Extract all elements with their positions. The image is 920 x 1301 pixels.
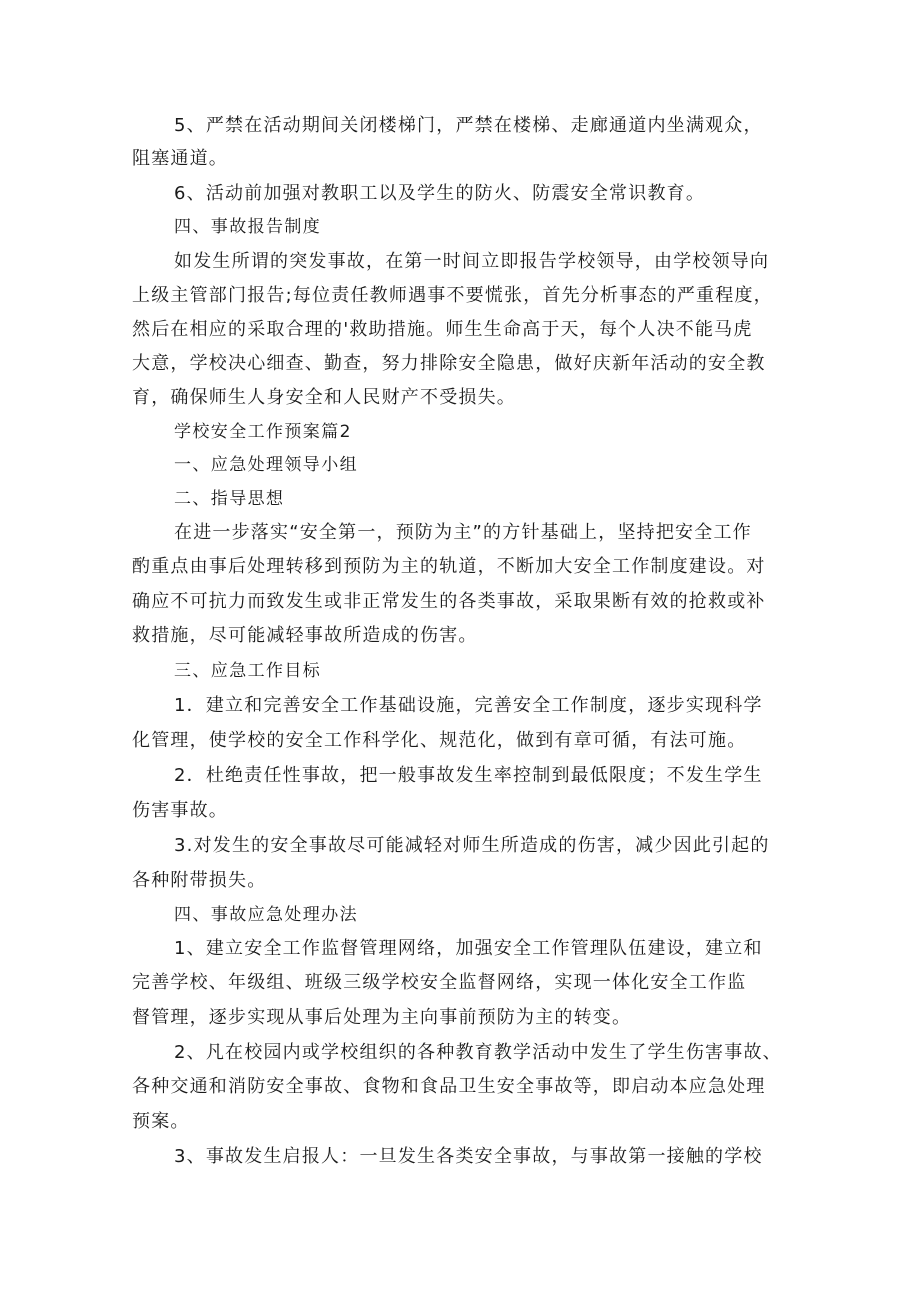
text-line: 阻塞通道。 bbox=[132, 148, 228, 169]
text-line: 确应不可抗力而致发生或非正常发生的各类事故，采取果断有效的抢救或补 bbox=[132, 591, 766, 612]
text-line: 上级主管部门报告;每位责任教师遇事不要慌张，首先分析事态的严重程度， bbox=[132, 285, 773, 306]
text-line: 6、活动前加强对教职工以及学生的防火、防震安全常识教育。 bbox=[174, 183, 706, 204]
text-line: 育，确保师生人身安全和人民财产不受损失。 bbox=[132, 387, 516, 408]
text-line: 3、事故发生启报人：一旦发生各类安全事故，与事故第一接触的学校 bbox=[174, 1146, 763, 1167]
text-line: 完善学校、年级组、班级三级学校安全监督网络，实现一体化安全工作监 bbox=[132, 972, 747, 993]
text-line: 督管理，逐步实现从事后处理为主向事前预防为主的转变。 bbox=[132, 1007, 632, 1028]
text-line: 2．杜绝责任性事故，把一般事故发生率控制到最低限度；不发生学生 bbox=[174, 765, 763, 786]
text-line: 化管理，使学校的安全工作科学化、规范化，做到有章可循，有法可施。 bbox=[132, 730, 747, 751]
text-line: 救措施，尽可能减轻事故所造成的伤害。 bbox=[132, 625, 478, 646]
text-line: 在进一步落实“安全第一，预防为主”的方针基础上，坚持把安全工作 bbox=[174, 522, 752, 543]
section-heading: 二、指导思想 bbox=[174, 489, 285, 509]
text-line: 2、凡在校园内或学校组织的各种教育教学活动中发生了学生伤害事故、 bbox=[174, 1042, 782, 1063]
text-line: 大意，学校决心细查、勤查，努力排除安全隐患，做好庆新年活动的安全教 bbox=[132, 353, 766, 374]
text-line: 各种交通和消防安全事故、食物和食品卫生安全事故等，即启动本应急处理 bbox=[132, 1076, 766, 1097]
text-line: 如发生所谓的突发事故，在第一时间立即报告学校领导，由学校领导向 bbox=[174, 251, 770, 272]
section-title: 学校安全工作预案篇2 bbox=[174, 422, 352, 442]
text-line: 伤害事故。 bbox=[132, 800, 228, 821]
text-line: 酌重点由事后处理转移到预防为主的轨道，不断加大安全工作制度建设。对 bbox=[132, 556, 766, 577]
section-heading: 三、应急工作目标 bbox=[174, 661, 322, 681]
section-heading: 四、事故应急处理办法 bbox=[174, 905, 358, 925]
text-line: 5、严禁在活动期间关闭楼梯门，严禁在楼梯、走廊通道内坐满观众， bbox=[174, 115, 763, 136]
text-line: 1、建立安全工作监督管理网络，加强安全工作管理队伍建设，建立和 bbox=[174, 938, 763, 959]
section-heading: 一、应急处理领导小组 bbox=[174, 455, 358, 475]
text-line: 3.对发生的安全事故尽可能减轻对师生所造成的伤害，减少因此引起的 bbox=[174, 835, 770, 856]
text-line: 各种附带损失。 bbox=[132, 870, 267, 891]
text-line: 1．建立和完善安全工作基础设施，完善安全工作制度，逐步实现科学 bbox=[174, 695, 763, 716]
section-heading: 四、事故报告制度 bbox=[174, 217, 322, 237]
text-line: 然后在相应的采取合理的'救助措施。师生生命高于天，每个人决不能马虎 bbox=[132, 319, 753, 340]
text-line: 预案。 bbox=[132, 1111, 190, 1132]
